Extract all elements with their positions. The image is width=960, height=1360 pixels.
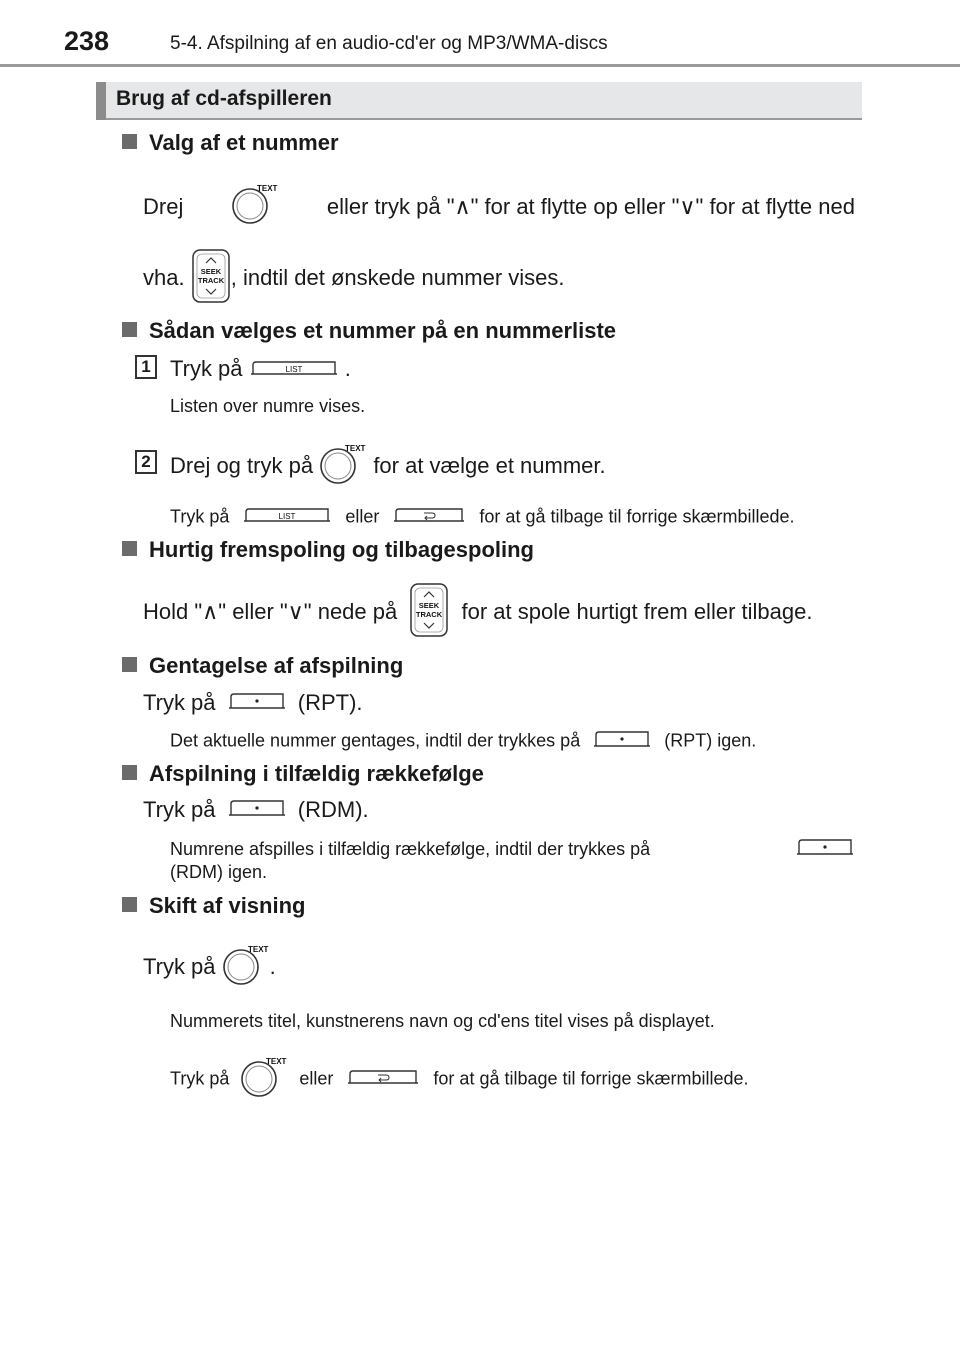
- fast-forward-text: [143, 582, 812, 644]
- display-note-2: [170, 1055, 749, 1104]
- square-bullet-icon: [122, 765, 137, 780]
- back-button-icon: [392, 506, 466, 529]
- text-run: Tryk på: [170, 356, 243, 381]
- random-note-line-1: [170, 837, 854, 862]
- text-run: Tryk på: [143, 953, 216, 979]
- text-run: Drej og tryk på: [170, 452, 314, 478]
- text-run: , indtil det ønskede nummer vises.: [230, 264, 565, 290]
- header-divider: [0, 64, 960, 67]
- text-run: (RPT) igen.: [664, 730, 757, 751]
- list-button-icon: [249, 357, 339, 383]
- random-note-line-2: (RDM) igen.: [170, 862, 268, 882]
- track-line-1: [143, 182, 855, 232]
- svg-text:TEXT: TEXT: [257, 184, 278, 193]
- seek-track-button-icon: [191, 248, 231, 310]
- repeat-text: [143, 690, 363, 717]
- tune-knob-icon: [319, 442, 367, 492]
- text-run: .: [344, 356, 351, 381]
- rdm-preset-button-icon: [228, 798, 286, 824]
- subheading-random: [122, 761, 484, 787]
- text-run: Tryk på: [143, 690, 216, 715]
- subheading-fast-forward: [122, 537, 534, 563]
- text-run: vha.: [143, 264, 185, 290]
- text-run: eller: [345, 506, 380, 527]
- subheading-text: Sådan vælges et nummer på en nummerliste: [149, 318, 617, 343]
- square-bullet-icon: [122, 657, 137, 672]
- text-run: Tryk på: [143, 797, 216, 822]
- display-text: [143, 943, 276, 993]
- section-tab-marker: [96, 82, 106, 120]
- display-note-1: Nummerets titel, kunstnerens navn og cd'ens titel vises på displayet.: [170, 1011, 715, 1031]
- subheading-track-list: [122, 318, 616, 344]
- subheading-track-selection: [122, 130, 339, 156]
- text-run: (RDM).: [297, 797, 369, 822]
- svg-text:TEXT: TEXT: [247, 945, 269, 954]
- svg-text:TRACK: TRACK: [197, 276, 224, 285]
- text-run: for at vælge et nummer.: [373, 452, 606, 478]
- chapter-title: 5-4. Afspilning af en audio-cd'er og MP3/WMA-discs: [170, 33, 608, 54]
- back-button-icon: [346, 1068, 420, 1091]
- text-run: eller tryk på "∧" for at flytte op eller "∨" for at flytte ned: [326, 194, 855, 219]
- subheading-display: [122, 893, 305, 919]
- square-bullet-icon: [122, 322, 137, 337]
- svg-text:TEXT: TEXT: [345, 444, 366, 453]
- text-run: for at gå tilbage til forrige skærmbillede.: [433, 1068, 749, 1089]
- subheading-repeat: [122, 653, 403, 679]
- square-bullet-icon: [122, 541, 137, 556]
- svg-text:TEXT: TEXT: [266, 1057, 287, 1066]
- subheading-text: Hurtig fremspoling og tilbagespoling: [149, 537, 534, 562]
- square-bullet-icon: [122, 897, 137, 912]
- text-run: for at gå tilbage til forrige skærmbillede.: [479, 506, 795, 527]
- text-run: Drej: [143, 194, 184, 219]
- square-bullet-icon: [122, 134, 137, 149]
- step-1-text: [170, 356, 351, 383]
- page-number: 238: [64, 26, 110, 56]
- subheading-text: Skift af visning: [149, 893, 306, 918]
- rdm-preset-button-icon: [796, 837, 854, 862]
- text-run: Hold "∧" eller "∨" nede på: [143, 598, 398, 624]
- step-2-text: [170, 442, 606, 492]
- list-button-icon: [242, 506, 332, 529]
- text-run: (RPT).: [297, 690, 363, 715]
- text-run: Tryk på: [170, 1068, 230, 1089]
- svg-text:LIST: LIST: [285, 365, 303, 375]
- text-knob-icon: [222, 943, 270, 993]
- svg-text:SEEK: SEEK: [419, 601, 440, 610]
- text-run: Det aktuelle nummer gentages, indtil der trykkes på: [170, 730, 581, 751]
- text-run: Tryk på: [170, 506, 230, 527]
- text-run: Numrene afspilles i tilfældig rækkefølge, indtil der trykkes på: [170, 839, 651, 859]
- repeat-note: [170, 729, 756, 754]
- rpt-preset-button-icon: [228, 691, 286, 717]
- text-run: .: [269, 953, 276, 979]
- subheading-text: Valg af et nummer: [149, 130, 339, 155]
- subheading-text: Afspilning i tilfældig rækkefølge: [149, 761, 484, 786]
- text-knob-icon: [240, 1055, 288, 1104]
- step-number-1: 1: [135, 355, 157, 379]
- step-1-note: Listen over numre vises.: [170, 396, 366, 416]
- text-run: for at spole hurtigt frem eller tilbage.: [461, 598, 813, 624]
- section-title-bar: [96, 82, 862, 120]
- text-run: eller: [299, 1068, 334, 1089]
- tune-knob-icon: [231, 182, 279, 232]
- track-line-2: [143, 248, 565, 310]
- svg-text:TRACK: TRACK: [416, 610, 443, 619]
- section-title: Brug af cd-afspilleren: [116, 87, 332, 110]
- seek-track-button-icon: [409, 582, 449, 644]
- step-number-2: 2: [135, 450, 157, 474]
- rpt-preset-button-icon: [593, 729, 651, 754]
- svg-text:LIST: LIST: [278, 512, 296, 521]
- subheading-text: Gentagelse af afspilning: [149, 653, 404, 678]
- step-2-note: [170, 506, 795, 529]
- random-text: [143, 797, 369, 824]
- svg-text:SEEK: SEEK: [200, 267, 221, 276]
